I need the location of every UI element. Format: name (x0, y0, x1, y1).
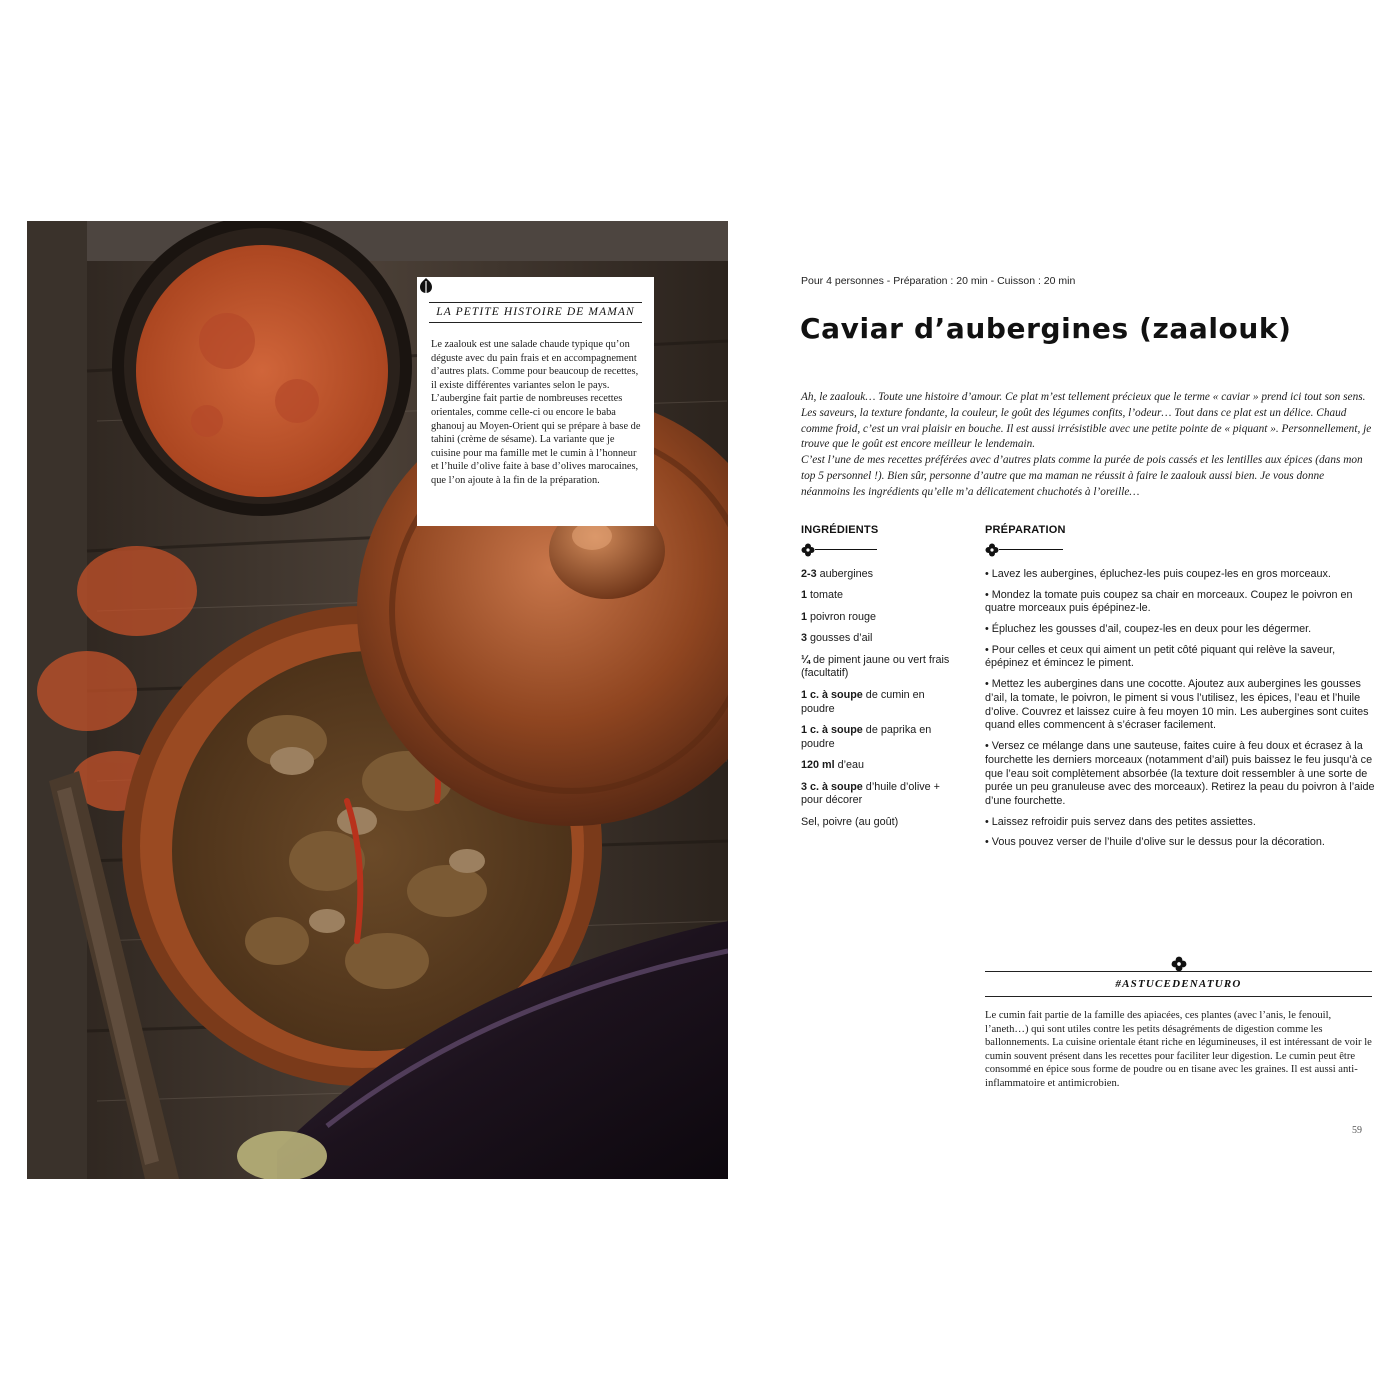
ingredient-quantity: 1 c. à soupe (801, 723, 863, 736)
story-text: Le zaalouk est une salade chaude typique qu’on déguste avec du pain frais et en accompagnement d’autres plats. Comme pour beaucoup de recettes, il existe différentes variantes selon le pays. L’aubergine fait partie de nombreuses recettes orientales, comme celle-ci ou encore le baba ghanouj au Moyen-Orient qui se prépare à base de tahini (crème de sésame). La variante que je cuisine pour ma famille met le cumin à l’honneur et l’huile d’olive faite à base d’olives marocaines, que l’on ajoute à la fin de la préparation. (431, 339, 641, 486)
ingredient-item (801, 611, 951, 625)
story-title: LA PETITE HISTOIRE DE MAMAN (429, 302, 642, 323)
ingredient-text: poivron rouge (807, 610, 877, 623)
recipe-intro (801, 390, 1373, 501)
story-box (417, 277, 654, 526)
ingredient-quantity: 120 ml (801, 759, 835, 772)
preparation-step: • Lavez les aubergines, épluchez-les puis coupez-les en gros morceaux. (985, 568, 1331, 580)
ingredient-text: tomate (807, 589, 844, 602)
ingredient-item (801, 724, 951, 752)
ingredient-text: d’huile d’olive + pour décorer (801, 780, 940, 807)
flower-ornament-icon (1171, 956, 1187, 972)
recipe-meta: Pour 4 personnes - Préparation : 20 min - Cuisson : 20 min (801, 275, 1076, 287)
preparation-step: • Laissez refroidir puis servez dans des petites assiettes. (985, 815, 1256, 828)
intro-paragraph-1: Ah, le zaalouk… Toute une histoire d’amour. Ce plat m’est tellement précieux que le terme « caviar » prend ici tout son sens. Les saveurs, la texture fondante, la couleur, le goût des légumes confits, l’odeur… Tout dans ce plat est un délice. Chaud comme froid, c’est un vrai plaisir en bouche. Il est aussi irrésistible avec une petite pointe de « piquant ». Personnellement, je trouve que le goût est encore meilleur le lendemain. (801, 391, 1372, 451)
intro-paragraph-2: C’est l’une de mes recettes préférées avec d’autres plats comme la purée de pois cassés et les lentilles aux épices (dans mon top 5 personnel !). Bien sûr, personne d’autre que ma maman ne réussit à faire le zaalouk aussi bien. Je vous donne néanmoins les ingrédients qu’elle m’a délicatement chuchotés à l’oreille… (801, 454, 1363, 498)
tip-text: Le cumin fait partie de la famille des apiacées, ces plantes (avec l’anis, le fenouil, l’aneth…) qui sont utiles contre les petits désagréments de digestion comme les ballonnements. La cuisine orientale étant riche en légumineuses, il est intéressant de voir le cumin souvent présent dans les recettes pour faciliter leur digestion. Le cumin peut être consommé en épice sous forme de poudre ou en tisane avec les graines. Il est aussi anti-inflammatoire et antimicrobien. (985, 1010, 1372, 1089)
ingredient-item (801, 568, 951, 582)
ingredient-text: de cumin en poudre (801, 688, 925, 715)
ingredient-list (801, 568, 951, 837)
ingredient-quantity: ¼ (801, 653, 811, 666)
ingredient-quantity: 3 (801, 632, 808, 645)
preparation-heading: PRÉPARATION (985, 524, 1066, 536)
flower-ornament-icon (985, 543, 999, 557)
ingredient-text: de paprika en poudre (801, 723, 932, 750)
tip-heading: #ASTUCEDENATURO (985, 971, 1372, 997)
ingredient-text: d’eau (834, 759, 865, 772)
preparation-step: • Vous pouvez verser de l’huile d’olive sur le dessus pour la décoration. (985, 836, 1325, 849)
ingredient-text: de piment jaune ou vert frais (facultatif) (801, 653, 950, 680)
recipe-photo (27, 221, 728, 1179)
preparation-steps (985, 568, 1375, 857)
ingredient-item (801, 816, 951, 830)
ingredient-quantity: 2-3 (801, 568, 817, 580)
ingredient-item (801, 689, 951, 717)
preparation-rule (985, 543, 1063, 557)
ingredient-quantity: 1 (801, 610, 808, 623)
preparation-step: • Mettez les aubergines dans une cocotte. Ajoutez aux aubergines les gousses d’ail, la tomate, le poivron, le piment si vous l’utilisez, les épices, l’eau et l’huile d’olive. Couvrez et laissez cuire à feu moyen 10 min. Les aubergines sont cuites quand elles commencent à s’écraser facilement. (985, 677, 1369, 732)
preparation-step: • Pour celles et ceux qui aiment un petit côté piquant qui relève la saveur, épépinez et émincez le piment. (985, 643, 1336, 670)
ingredient-quantity: 1 c. à soupe (801, 688, 863, 701)
ingredient-text: gousses d’ail (807, 632, 873, 645)
ingredient-item (801, 654, 951, 682)
recipe-title: Caviar d’aubergines (zaalouk) (800, 312, 1292, 345)
ingredient-item (801, 781, 951, 809)
ingredient-item (801, 759, 951, 773)
ingredient-item (801, 632, 951, 646)
preparation-step: • Mondez la tomate puis coupez sa chair en morceaux. Coupez le poivron en quatre morceaux puis épépinez-le. (985, 588, 1353, 615)
page-number: 59 (1352, 1125, 1362, 1136)
ingredient-text: aubergines (816, 568, 874, 580)
preparation-step: • Versez ce mélange dans une sauteuse, faites cuire à feu doux et écrasez à la fourchette les derniers morceaux (notamment d’ail) puis baissez le feu jusqu’à ce que l’eau soit complètement absorbée (la texture doit ressembler à une sorte de purée un peu granuleuse avec des morceaux). Retirez la peau du poivron à l’aide d’une fourchette. (985, 739, 1375, 808)
preparation-step: • Épluchez les gousses d’ail, coupez-les en deux pour les dégermer. (985, 622, 1312, 635)
ingredients-heading: INGRÉDIENTS (801, 524, 879, 536)
flower-ornament-icon (801, 543, 815, 557)
ingredient-item (801, 589, 951, 603)
leaf-ornament-icon (417, 277, 435, 295)
ingredient-text: Sel, poivre (au goût) (801, 815, 899, 828)
ingredient-quantity: 3 c. à soupe (801, 780, 863, 793)
ingredients-rule (801, 543, 877, 557)
ingredient-quantity: 1 (801, 589, 808, 602)
